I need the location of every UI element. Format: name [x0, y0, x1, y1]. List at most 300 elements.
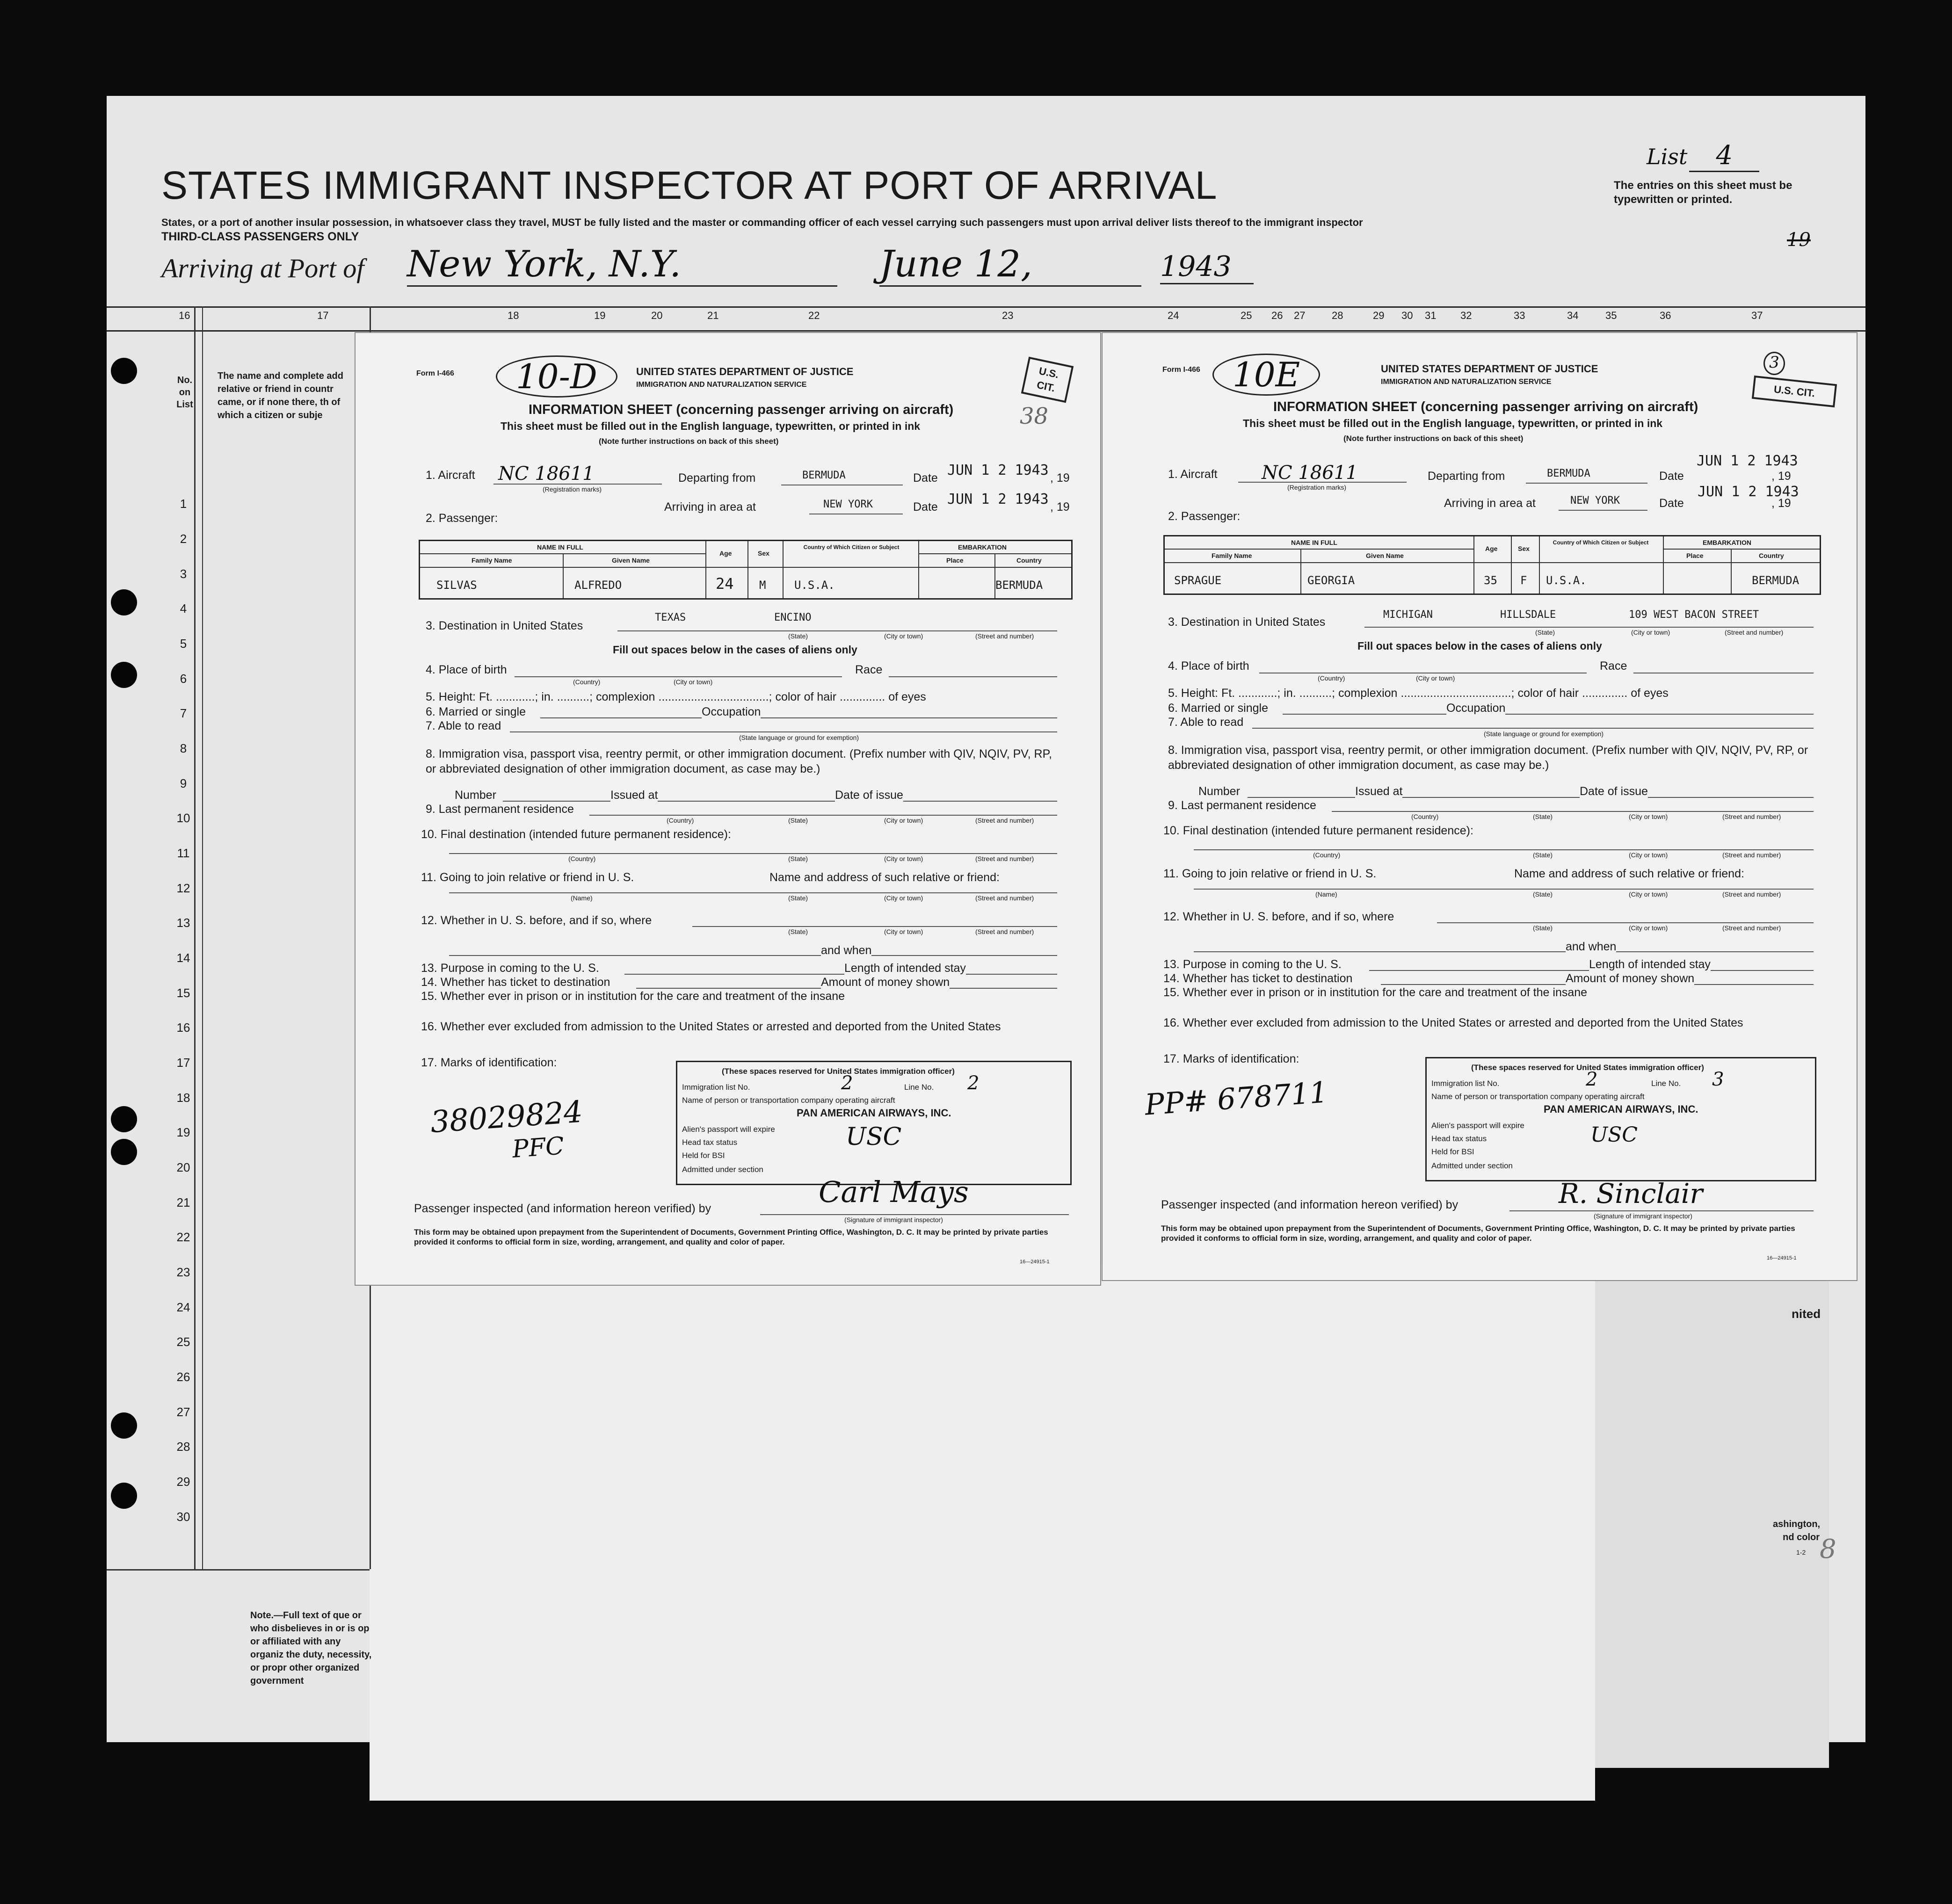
- q12-label: 12. Whether in U. S. before, and if so, where: [421, 914, 652, 927]
- department-title: UNITED STATES DEPARTMENT OF JUSTICE: [1381, 363, 1598, 375]
- q11-name: (Name): [1315, 890, 1337, 898]
- row-number: 3: [180, 567, 187, 581]
- arriving-label: Arriving at Port of: [161, 253, 364, 283]
- departing-label: Departing from: [678, 471, 756, 485]
- q4-label: 4. Place of birth: [426, 663, 507, 676]
- q10-label: 10. Final destination (intended future permanent residence):: [421, 828, 731, 841]
- q9-state: (State): [1533, 813, 1553, 820]
- q11-city: (City or town): [884, 894, 923, 902]
- race-line: [889, 676, 1057, 677]
- aircraft-value: NC 18611: [1262, 462, 1358, 484]
- info-sheet-left: [355, 332, 1101, 1286]
- inspected-label: Passenger inspected (and information hereon verified) by: [414, 1202, 711, 1215]
- th-sex: Sex: [1518, 545, 1530, 552]
- col-num-23: 23: [1002, 310, 1014, 321]
- col-num-37: 37: [1751, 310, 1763, 321]
- q10-street: (Street and number): [975, 855, 1034, 862]
- th-place: Place: [1686, 552, 1704, 559]
- admitted-label: Admitted under section: [1431, 1161, 1513, 1170]
- row-number: 12: [176, 881, 190, 895]
- col-divider: [1731, 549, 1732, 594]
- money-label: Amount of money shown: [1566, 972, 1695, 985]
- depart-date-label: Date: [1659, 470, 1684, 483]
- q12-when-line: [1194, 951, 1814, 952]
- circle-number: 3: [1763, 352, 1785, 375]
- th-family-name: Family Name: [472, 557, 512, 564]
- q1-aircraft-label: 1. Aircraft: [426, 469, 475, 482]
- length-stay-label: Length of intended stay: [1589, 958, 1711, 971]
- issued-at-label: Issued at: [610, 789, 658, 802]
- th-given-name: Given Name: [1366, 552, 1404, 559]
- departing-line: [1526, 483, 1647, 484]
- issued-at-label: Issued at: [1355, 785, 1403, 798]
- q9-city: (City or town): [884, 817, 923, 824]
- passenger-citizen: U.S.A.: [794, 579, 835, 592]
- q4-label: 4. Place of birth: [1168, 659, 1249, 673]
- race-label: Race: [1600, 659, 1627, 673]
- form-number: Form I-466: [416, 369, 454, 377]
- right-fragment-2: ashington, nd color: [1773, 1519, 1821, 1542]
- corner-value: 19: [1787, 229, 1811, 251]
- q3-line: [1364, 627, 1814, 628]
- row-number: 2: [180, 532, 187, 546]
- q10-line: [449, 853, 1057, 854]
- col-divider: [1663, 536, 1664, 594]
- q10-city: (City or town): [1629, 851, 1668, 859]
- q11-city: (City or town): [1629, 890, 1668, 898]
- marks-passport: PP# 678711: [1143, 1075, 1329, 1122]
- head-tax-label: Head tax status: [1431, 1134, 1487, 1143]
- th-embarkation: EMBARKATION: [1703, 539, 1751, 546]
- row-number: 26: [176, 1370, 190, 1384]
- and-when-label: and when: [821, 944, 872, 957]
- depart-date-value: JUN 1 2 1943: [1697, 453, 1798, 469]
- registration-marks: (Registration marks): [543, 485, 602, 493]
- row-number: 9: [180, 776, 187, 790]
- q12-state: (State): [788, 928, 808, 935]
- q11b-label: Name and address of such relative or friend:: [769, 871, 1000, 884]
- row-number: 17: [176, 1056, 190, 1070]
- number-label: Number: [1198, 785, 1240, 798]
- embark-group-divider: [1663, 549, 1820, 550]
- q11-line: [1194, 889, 1814, 890]
- col-num-33: 33: [1514, 310, 1525, 321]
- imm-list-no-value: 2: [841, 1072, 853, 1094]
- th-country-citizen: Country of Which Citizen or Subject: [1553, 539, 1649, 546]
- signature-line: [760, 1214, 1069, 1215]
- q17-label: 17. Marks of identification:: [421, 1056, 557, 1069]
- arrive-date-value: JUN 1 2 1943: [947, 491, 1049, 507]
- col-divider: [747, 541, 748, 598]
- occupation-label: Occupation: [1446, 702, 1506, 715]
- table-header-divider: [420, 567, 1071, 568]
- q6-label: 6. Married or single: [1168, 702, 1268, 715]
- sheet-title: INFORMATION SHEET (concerning passenger arriving on aircraft): [529, 402, 954, 417]
- q11-state: (State): [1533, 890, 1553, 898]
- th-country: Country: [1016, 557, 1042, 564]
- line-no-value: 2: [967, 1072, 980, 1094]
- th-embarkation: EMBARKATION: [958, 543, 1007, 551]
- col-num-25: 25: [1241, 310, 1252, 321]
- q7-line: [510, 731, 1057, 732]
- q16-label: 16. Whether ever excluded from admission to the United States or arrested and deported from the United States: [1163, 1016, 1743, 1029]
- print-code: 16—24915-1: [1020, 1259, 1050, 1265]
- th-country-citizen: Country of Which Citizen or Subject: [803, 544, 900, 550]
- right-fragment-1: nited: [1792, 1307, 1821, 1321]
- q16-label: 16. Whether ever excluded from admission to the United States or arrested and deported from the United States: [421, 1020, 1001, 1033]
- sheet-footer: This form may be obtained upon prepayment from the Superintendent of Documents, Government Printing Office, Washington, D. C. It may be printed by private parties provided it conforms to official form in size, wording, arrangement, and quality and color of paper.: [1161, 1224, 1795, 1243]
- q10-street: (Street and number): [1722, 851, 1781, 859]
- sheet-footer: This form may be obtained upon prepayment from the Superintendent of Documents, Government Printing Office, Washington, D. C. It may be printed by private parties provided it conforms to official form in size, wording, arrangement, and quality and color of paper.: [414, 1228, 1048, 1246]
- passenger-sex: M: [759, 579, 766, 592]
- q12-line: [692, 926, 1057, 927]
- q11-name: (Name): [571, 894, 593, 902]
- q3-street: (Street and number): [1725, 629, 1784, 636]
- passenger-sex: F: [1520, 574, 1527, 587]
- col-num-17: 17: [317, 310, 329, 321]
- row-number: 5: [180, 637, 187, 651]
- col-num-24: 24: [1168, 310, 1179, 321]
- q15-label: 15. Whether ever in prison or in institution for the care and treatment of the insane: [421, 990, 845, 1003]
- head-tax-value: USC: [846, 1123, 902, 1151]
- q11-line: [449, 892, 1057, 893]
- form-number: Form I-466: [1162, 366, 1200, 374]
- dest-city: ENCINO: [774, 612, 812, 623]
- inspector-signature: R. Sinclair: [1559, 1178, 1703, 1209]
- passport-expire-label: Alien's passport will expire: [682, 1125, 775, 1134]
- q10-country: (Country): [1313, 851, 1341, 859]
- col-num-26: 26: [1271, 310, 1283, 321]
- col-num-34: 34: [1567, 310, 1579, 321]
- q12-city: (City or town): [1629, 924, 1668, 932]
- reserved-title: (These spaces reserved for United States immigration officer): [722, 1067, 955, 1076]
- th-name-in-full: NAME IN FULL: [1291, 539, 1337, 546]
- col-divider: [1511, 536, 1512, 594]
- punch-hole: [111, 1139, 137, 1165]
- q9-state: (State): [788, 817, 808, 824]
- right-pencil-mark: 8: [1820, 1534, 1836, 1564]
- aircraft-value: NC 18611: [498, 463, 595, 485]
- passenger-embark: BERMUDA: [995, 579, 1043, 592]
- table-header-divider: [1165, 562, 1820, 563]
- punch-hole: [111, 662, 137, 688]
- dest-street: 109 WEST BACON STREET: [1629, 609, 1759, 621]
- col-divider: [1539, 536, 1540, 594]
- col-num-16: 16: [179, 310, 190, 321]
- list-value: 4: [1689, 140, 1759, 172]
- q10-city: (City or town): [884, 855, 923, 862]
- occupation-label: Occupation: [702, 705, 761, 718]
- q11-state: (State): [788, 894, 808, 902]
- passenger-citizen: U.S.A.: [1546, 574, 1587, 587]
- col-divider: [563, 553, 564, 598]
- q7-line: [1252, 728, 1814, 729]
- q9-label: 9. Last permanent residence: [426, 803, 574, 816]
- q3-city: (City or town): [884, 632, 923, 640]
- registration-marks: (Registration marks): [1287, 484, 1347, 491]
- punch-hole: [111, 358, 137, 384]
- dest-state: MICHIGAN: [1383, 609, 1433, 621]
- q6-line: [540, 717, 1057, 718]
- sheet-instruction: This sheet must be filled out in the English language, typewritten, or printed in ink: [1243, 417, 1663, 429]
- col-divider: [1300, 549, 1301, 594]
- q2-passenger-label: 2. Passenger:: [426, 512, 498, 525]
- q11b-label: Name and address of such relative or friend:: [1514, 867, 1744, 880]
- arriving-port: New York, N.Y.: [407, 243, 837, 287]
- manifest-col-divider: [107, 1569, 370, 1571]
- arriving-area-value: NEW YORK: [823, 499, 873, 510]
- q12-state: (State): [1533, 924, 1553, 932]
- th-sex: Sex: [758, 550, 769, 557]
- row-number: 16: [176, 1021, 190, 1035]
- line-no-value: 3: [1712, 1069, 1724, 1090]
- th-country: Country: [1759, 552, 1784, 559]
- arrive-date-suffix: , 19: [1771, 497, 1791, 510]
- held-bsi-label: Held for BSI: [682, 1151, 725, 1160]
- arriving-area-label: Arriving in area at: [1444, 497, 1536, 510]
- row-number: 14: [176, 951, 190, 965]
- number-line: [1248, 797, 1814, 798]
- number-label: Number: [455, 789, 496, 802]
- row-number: 13: [176, 916, 190, 930]
- passport-expire-label: Alien's passport will expire: [1431, 1121, 1524, 1130]
- q12-label: 12. Whether in U. S. before, and if so, where: [1163, 910, 1394, 923]
- row-number: 30: [176, 1510, 190, 1524]
- money-label: Amount of money shown: [821, 976, 950, 989]
- arriving-area-label: Arriving in area at: [664, 500, 756, 514]
- row-number: 11: [177, 846, 190, 860]
- arriving-year: 1943: [1160, 250, 1254, 284]
- q4-line: [515, 676, 842, 677]
- aircraft-line: [1238, 482, 1407, 483]
- row-number: 1: [180, 497, 187, 511]
- depart-date-suffix: , 19: [1050, 471, 1070, 485]
- q6-label: 6. Married or single: [426, 705, 526, 718]
- col-num-21: 21: [707, 310, 719, 321]
- q7-label: 7. Able to read: [1168, 716, 1244, 729]
- punch-hole: [111, 1412, 137, 1439]
- officer-reserved-box: [1425, 1057, 1816, 1181]
- manifest-lower-edge: [1595, 1263, 1829, 1768]
- q14-label: 14. Whether has ticket to destination: [1163, 972, 1353, 985]
- th-age: Age: [719, 550, 732, 557]
- passenger-given-name: ALFREDO: [574, 579, 622, 592]
- q13-line: [624, 974, 1057, 975]
- passenger-family-name: SILVAS: [436, 579, 477, 592]
- q7-label: 7. Able to read: [426, 719, 501, 732]
- q10-state: (State): [1533, 851, 1553, 859]
- manifest-subtitle-1: States, or a port of another insular possession, in whatsoever class they travel, MUST be fully listed and the master or commanding officer of each vessel carrying such passengers must upon arrival deliver lists thereof to the immigrant inspector: [161, 217, 1363, 228]
- punch-hole: [111, 589, 137, 615]
- passenger-embark: BERMUDA: [1752, 574, 1800, 587]
- held-bsi-label: Held for BSI: [1431, 1147, 1474, 1156]
- q4-city: (City or town): [1416, 674, 1455, 682]
- q11-label: 11. Going to join relative or friend in U. S.: [421, 871, 634, 884]
- row-number: 25: [176, 1335, 190, 1349]
- date-of-issue-label: Date of issue: [1580, 785, 1648, 798]
- q3-street: (Street and number): [975, 632, 1034, 640]
- q9-line: [589, 815, 1057, 816]
- operator-label: Name of person or transportation company operating aircraft: [1431, 1092, 1645, 1101]
- arriving-line: [1559, 510, 1647, 511]
- q12-street: (Street and number): [975, 928, 1034, 935]
- note-text: Note.—Full text of que or who disbelieves in or is op or affiliated with any organiz the duty, necessity, or propr other organized government: [250, 1610, 372, 1686]
- marks-line-1: 38029824: [429, 1094, 584, 1140]
- operator-label: Name of person or transportation company operating aircraft: [682, 1096, 895, 1105]
- col-num-30: 30: [1401, 310, 1413, 321]
- us-citizen-stamp: U.S. CIT.: [1021, 357, 1074, 403]
- head-tax-label: Head tax status: [682, 1138, 738, 1147]
- print-code: 16—24915-1: [1767, 1255, 1797, 1261]
- col-num-32: 32: [1460, 310, 1472, 321]
- depart-date-label: Date: [913, 471, 938, 485]
- passenger-age: 24: [716, 575, 734, 593]
- q3-label: 3. Destination in United States: [1168, 615, 1326, 629]
- marks-line-2: PFC: [511, 1132, 565, 1164]
- row-number: 8: [180, 741, 187, 755]
- q2-passenger-label: 2. Passenger:: [1168, 510, 1241, 523]
- row-number: 24: [176, 1300, 190, 1314]
- q13-label: 13. Purpose in coming to the U. S.: [421, 962, 599, 975]
- arriving-area-value: NEW YORK: [1570, 495, 1620, 507]
- col-num-18: 18: [508, 310, 519, 321]
- list-number: [1647, 140, 1759, 172]
- q12-city: (City or town): [884, 928, 923, 935]
- inspector-signature: Carl Mays: [819, 1175, 969, 1209]
- signature-caption: (Signature of immigrant inspector): [844, 1216, 943, 1223]
- line-no-label: Line No.: [904, 1083, 934, 1092]
- q9-street: (Street and number): [975, 817, 1034, 824]
- q9-country: (Country): [667, 817, 694, 824]
- length-stay-label: Length of intended stay: [844, 962, 966, 975]
- q10-country: (Country): [568, 855, 596, 862]
- date-of-issue-label: Date of issue: [835, 789, 903, 802]
- row-number: 18: [176, 1091, 190, 1105]
- departing-label: Departing from: [1428, 470, 1505, 483]
- q3-city: (City or town): [1631, 629, 1670, 636]
- q12-street: (Street and number): [1722, 924, 1781, 932]
- punch-hole: [111, 1483, 137, 1509]
- q6-line: [1283, 714, 1814, 715]
- manifest-title: STATES IMMIGRANT INSPECTOR AT PORT OF ARRIVAL: [161, 163, 1218, 207]
- row-number: 29: [176, 1475, 190, 1489]
- sheet-note: (Note further instructions on back of this sheet): [1343, 434, 1524, 443]
- q8-label: 8. Immigration visa, passport visa, reentry permit, or other immigration document. (Prefix number with QIV, NQIV, PV, RP, or abbreviated designation of other immigration document, as case may be.): [426, 747, 1052, 775]
- name-group-divider: [1165, 549, 1473, 550]
- q4-country: (Country): [1318, 674, 1345, 682]
- number-line: [503, 801, 1057, 802]
- col17-header-text: The name and complete add relative or friend in countr came, or if none there, th of which a citizen or subje: [218, 371, 343, 420]
- head-tax-value: USC: [1590, 1123, 1638, 1147]
- operator-value: PAN AMERICAN AIRWAYS, INC.: [1544, 1103, 1698, 1115]
- th-age: Age: [1485, 545, 1498, 552]
- q11-street: (Street and number): [1722, 890, 1781, 898]
- passenger-age: 35: [1484, 574, 1497, 587]
- aliens-only: Fill out spaces below in the cases of aliens only: [1357, 640, 1602, 652]
- manifest-lower-blank: [370, 1263, 1595, 1801]
- q9-line: [1332, 811, 1814, 812]
- signature-caption: (Signature of immigrant inspector): [1594, 1212, 1692, 1220]
- q9-street: (Street and number): [1722, 813, 1781, 820]
- and-when-label: and when: [1566, 940, 1617, 953]
- q9-city: (City or town): [1629, 813, 1668, 820]
- row-number: 6: [180, 672, 187, 686]
- imm-list-no-value: 2: [1586, 1069, 1598, 1090]
- row-number: 10: [176, 811, 190, 825]
- col-divider: [1473, 536, 1474, 594]
- right-fragment-3: 1-2: [1796, 1549, 1806, 1556]
- q10-state: (State): [788, 855, 808, 862]
- col-num-19: 19: [594, 310, 606, 321]
- col-num-36: 36: [1660, 310, 1671, 321]
- sheet-title: INFORMATION SHEET (concerning passenger arriving on aircraft): [1273, 399, 1698, 414]
- instruction-text: The entries on this sheet must be typewritten or printed.: [1614, 179, 1792, 206]
- q5-label: 5. Height: Ft. ............; in. ..........; complexion ..................................; color of hair .............. of eyes: [426, 690, 926, 703]
- handwritten-sheet-number: 10E: [1212, 354, 1320, 396]
- th-family-name: Family Name: [1212, 552, 1252, 559]
- stamp-number: 38: [1020, 403, 1049, 429]
- arrive-date-suffix: , 19: [1050, 500, 1070, 514]
- q3-state: (State): [1535, 629, 1555, 636]
- q9-country: (Country): [1411, 813, 1439, 820]
- imm-list-no-label: Immigration list No.: [682, 1083, 750, 1092]
- col-divider: [705, 541, 706, 598]
- q10-label: 10. Final destination (intended future permanent residence):: [1163, 824, 1473, 837]
- manifest-subtitle-2: THIRD-CLASS PASSENGERS ONLY: [161, 230, 359, 243]
- q3-label: 3. Destination in United States: [426, 619, 583, 632]
- imm-list-no-label: Immigration list No.: [1431, 1079, 1500, 1088]
- q13-label: 13. Purpose in coming to the U. S.: [1163, 958, 1342, 971]
- depart-date-value: JUN 1 2 1943: [947, 462, 1049, 478]
- q1-aircraft-label: 1. Aircraft: [1168, 468, 1218, 481]
- row-number: 21: [176, 1195, 190, 1209]
- col-divider: [783, 541, 784, 598]
- passenger-table: [1163, 535, 1821, 595]
- q11-street: (Street and number): [975, 894, 1034, 902]
- q11-label: 11. Going to join relative or friend in U. S.: [1163, 867, 1377, 880]
- line-no-label: Line No.: [1651, 1079, 1681, 1088]
- q3-state: (State): [788, 632, 808, 640]
- th-given-name: Given Name: [612, 557, 650, 564]
- th-place: Place: [946, 557, 964, 564]
- officer-reserved-box: [676, 1061, 1072, 1185]
- passenger-given-name: GEORGIA: [1307, 574, 1355, 587]
- inspected-label: Passenger inspected (and information hereon verified) by: [1161, 1198, 1459, 1211]
- no-on-list-label: No. on List: [176, 375, 193, 410]
- q17-label: 17. Marks of identification:: [1163, 1052, 1299, 1065]
- race-label: Race: [855, 663, 883, 676]
- arriving-date: June 12,: [879, 243, 1141, 287]
- arrive-date-value: JUN 1 2 1943: [1698, 484, 1799, 500]
- row-number: 28: [176, 1440, 190, 1454]
- admitted-label: Admitted under section: [682, 1165, 763, 1174]
- row-number: 20: [176, 1160, 190, 1174]
- signature-line: [1509, 1210, 1814, 1211]
- aliens-only: Fill out spaces below in the cases of aliens only: [613, 644, 857, 656]
- departing-value: BERMUDA: [802, 470, 846, 481]
- th-name-in-full: NAME IN FULL: [537, 543, 583, 551]
- service-title: IMMIGRATION AND NATURALIZATION SERVICE: [1381, 378, 1552, 386]
- manifest-col-divider: [202, 306, 203, 1569]
- q5-label: 5. Height: Ft. ............; in. ..........; complexion ..................................; color of hair .............. of eyes: [1168, 687, 1669, 700]
- q8-label: 8. Immigration visa, passport visa, reentry permit, or other immigration document. (Prefix number with QIV, NQIV, PV, RP, or abbreviated designation of other immigration document, as case may be.): [1168, 744, 1808, 772]
- q9-label: 9. Last permanent residence: [1168, 799, 1316, 812]
- q12-line: [1437, 922, 1814, 923]
- row-number: 22: [176, 1230, 190, 1244]
- q14-label: 14. Whether has ticket to destination: [421, 976, 610, 989]
- q15-label: 15. Whether ever in prison or in institution for the care and treatment of the insane: [1163, 986, 1588, 999]
- arrive-date-label: Date: [1659, 497, 1684, 510]
